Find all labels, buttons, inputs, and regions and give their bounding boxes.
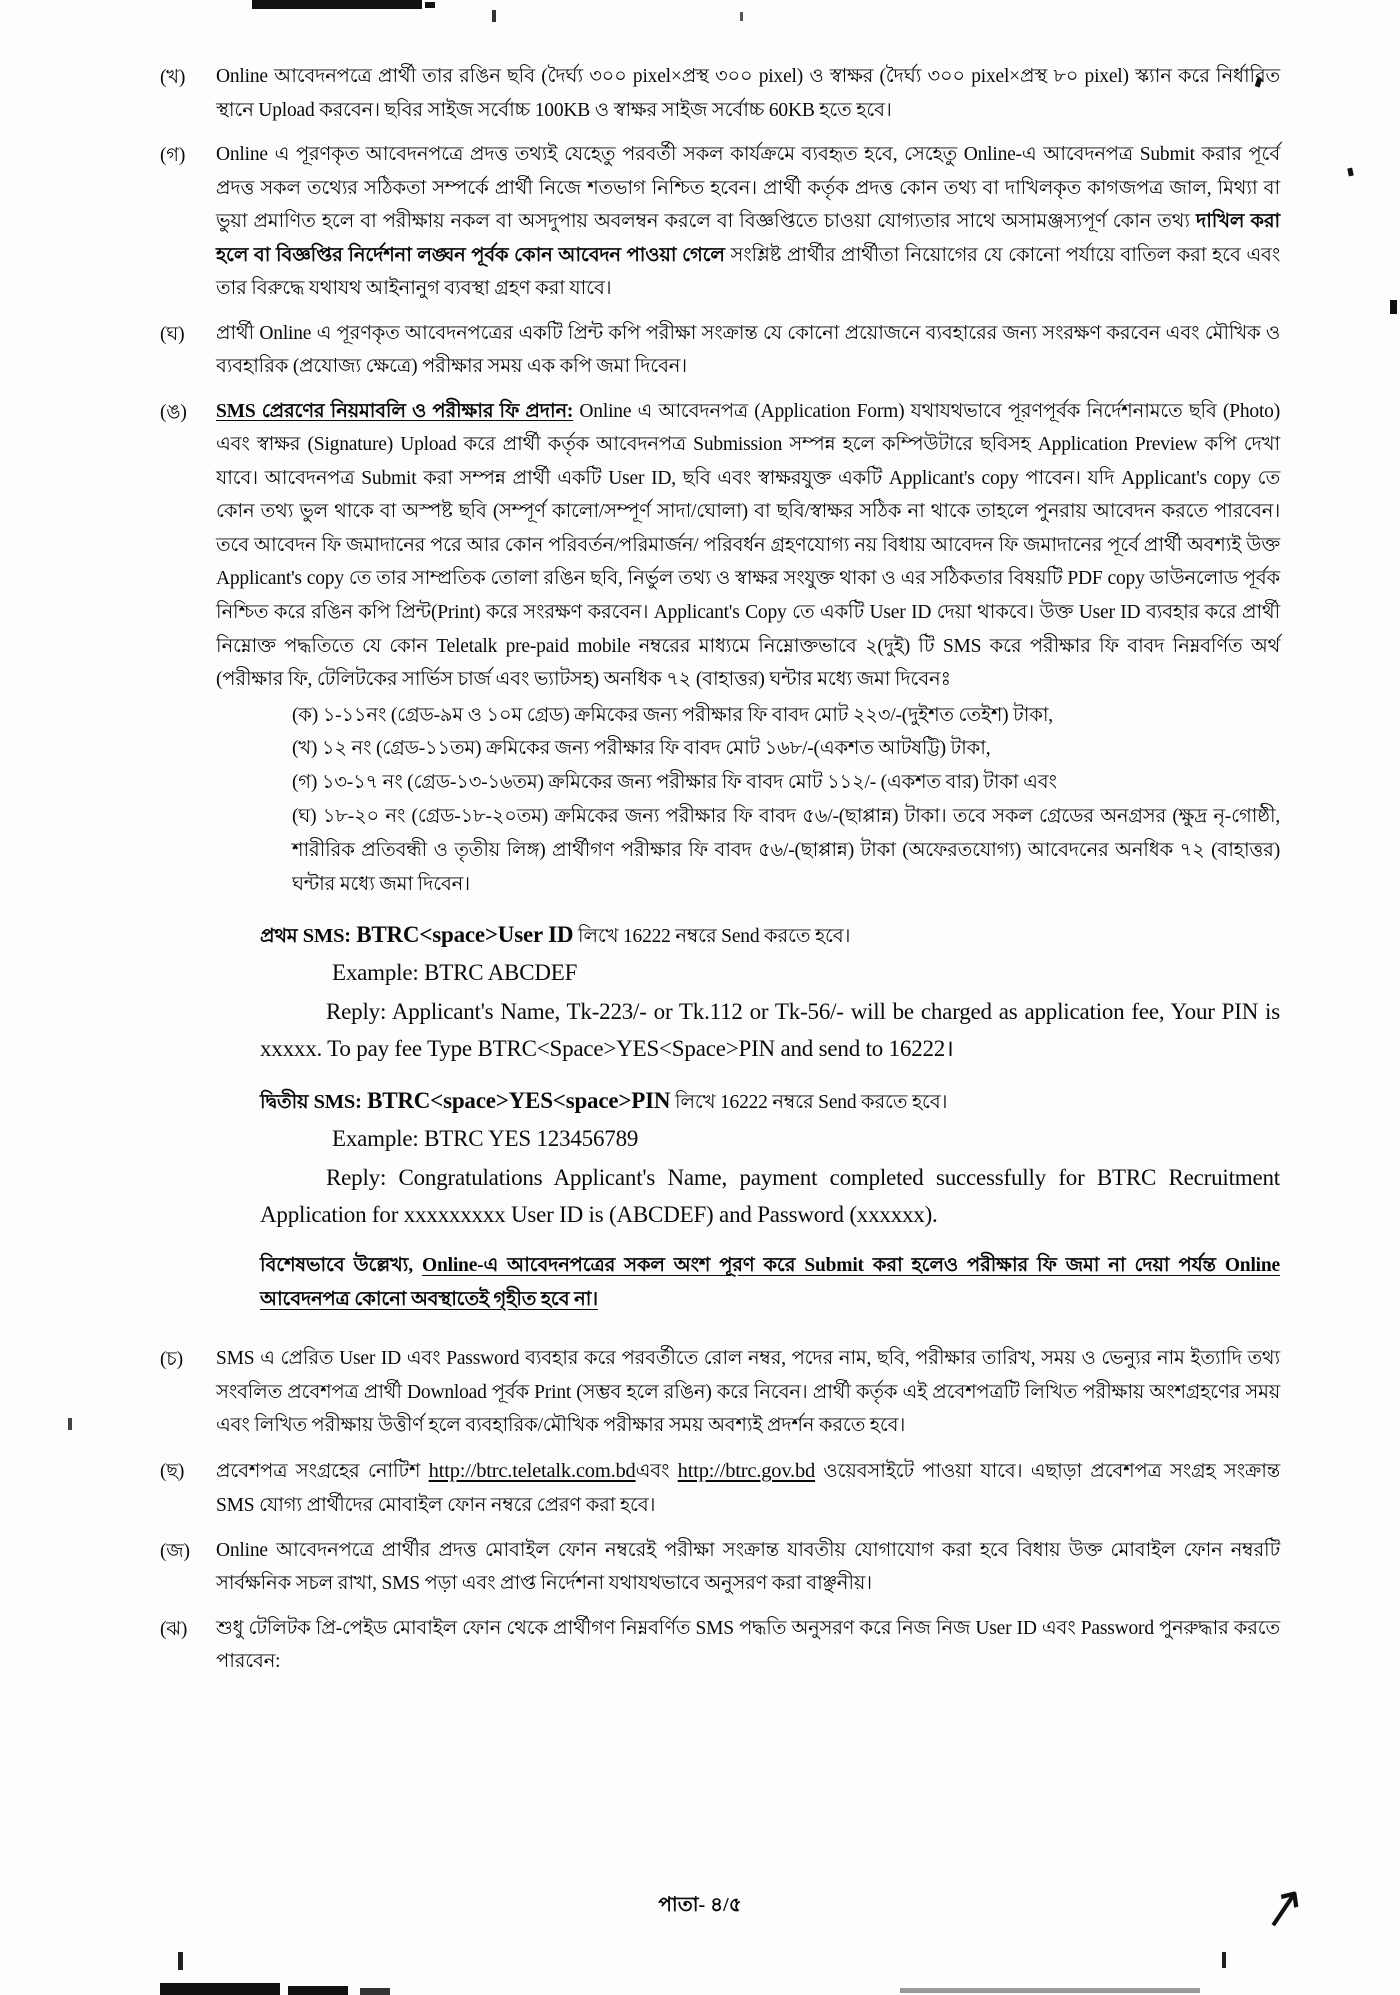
special-notice-underlined: Online-এ আবেদনপত্রের সকল অংশ পূরণ করে Submit করা হলেও পরীক্ষার ফি জমা না দেয়া পর্যন্ত Online আবেদনপত্র কোনো অবস্থাতেই গৃহীত হবে না। [260,1255,1280,1311]
sms-rules-heading: SMS প্রেরণের নিয়মাবলি ও পরীক্ষার ফি প্রদান: [216,400,574,422]
sms-first-example [332,955,1280,992]
clause-marker: (জ) [160,1540,190,1562]
clause-marker: (ঝ) [160,1618,188,1640]
scan-artifact-bottom-bar [288,1986,348,1995]
teletalk-website-link[interactable]: http://btrc.teletalk.com.bd [428,1459,636,1482]
sms-second-command [260,1082,1280,1119]
scan-artifact-bottom-bar [160,1983,280,1995]
sms-first-tail: লিখে 16222 নম্বরে Send করতে হবে। [573,926,851,948]
sms-second-block [260,1082,1280,1234]
clause-text: শুধু টেলিটক প্রি-পেইড মোবাইল ফোন থেকে প্রার্থীগণ নিম্নবর্ণিত SMS পদ্ধতি অনুসরণ করে নিজ নিজ User ID এবং Password পুনরুদ্ধার করতে পারবেন: [216,1617,1280,1673]
clause-admit-card-download [160,1342,1280,1443]
sms-second-example-label: Example: [332,1125,419,1151]
clause-information-accuracy [160,138,1280,306]
special-notice-prefix: বিশেষভাবে উল্লেখ্য, [260,1255,422,1277]
sms-second-code: BTRC<space>YES<space>PIN [367,1087,671,1113]
sms-first-ordinal: প্রথম [260,926,298,948]
clause-text: Online আবেদনপত্রে প্রার্থী তার রঙিন ছবি (দৈর্ঘ্য ৩০০ pixel×প্রস্থ ৩০০ pixel) ও স্বাক্ষর (দৈর্ঘ্য ৩০০ pixel×প্রস্থ ৮০ pixel) স্ক্যান করে নির্ধারিত স্থানে Upload করবেন। ছবির সাইজ সর্বোচ্চ 100KB ও স্বাক্ষর সাইজ সর্বোচ্চ 60KB হতে হবে। [216,66,1280,121]
fee-item: (খ) ১২ নং (গ্রেড-১১তম) ক্রমিকের জন্য পরীক্ষার ফি বাবদ মোট ১৬৮/-(একশত আটষট্টি) টাকা, [292,738,991,760]
clause-text-part1: Online এ পূরণকৃত আবেদনপত্রে প্রদত্ত তথ্যই যেহেতু পরবর্তী সকল কার্যক্রমে ব্যবহৃত হবে, সেহেতু Online-এ আবেদনপত্র Submit করার পূর্বে প্রদত্ত সকল তথ্যের সঠিকতা সম্পর্কে প্রার্থী নিজে শতভাগ নিশ্চিত হবেন। প্রার্থী কর্তৃক প্রদত্ত কোন তথ্য বা দাখিলকৃত কাগজপত্র জাল, মিথ্যা বা ভুয়া প্রমাণিত হলে বা পরীক্ষায় নকল বা অসদুপায় অবলম্বন করলে বা বিজ্ঞপ্তিতে চাওয়া যোগ্যতার সাথে অসামঞ্জস্যপূর্ণ কোন তথ্য [216,144,1280,233]
sms-second-reply-label: Reply: [326,1164,387,1190]
clause-mobile-number-active [160,1534,1280,1601]
clause-photo-signature-upload [160,60,1280,127]
clause-marker: (ছ) [160,1460,185,1482]
sms-second-tail: লিখে 16222 নম্বরে Send করতে হবে। [670,1091,948,1113]
special-notice [260,1249,1280,1317]
sms-second-label: SMS: [313,1090,362,1113]
sms-first-label: SMS: [302,925,351,948]
notice-text-part1: প্রবেশপত্র সংগ্রহের নোটিশ [216,1460,429,1482]
clause-text-emphasis: দাখিল করা হলে বা বিজ্ঞপ্তির নির্দেশনা লঙ্ঘন পূর্বক কোন আবেদন পাওয়া গেলে [216,211,1281,266]
sms-second-example-value: BTRC YES 123456789 [418,1125,639,1151]
clause-text: প্রার্থী Online এ পূরণকৃত আবেদনপত্রের একটি প্রিন্ট কপি পরীক্ষা সংক্রান্ত যে কোনো প্রয়োজনে ব্যবহারের জন্য সংরক্ষণ করবেন এবং মৌখিক ও ব্যবহারিক (প্রযোজ্য ক্ষেত্রে) পরীক্ষার সময় এক কপি জমা দিবেন। [216,322,1280,378]
fee-item: (ঘ) ১৮-২০ নং (গ্রেড-১৮-২০তম) ক্রমিকের জন্য পরীক্ষার ফি বাবদ ৫৬/-(ছাপ্পান্ন) টাকা। তবে সকল গ্রেডের অনগ্রসর (ক্ষুদ্র নৃ-গোষ্ঠী, শারীরিক প্রতিবন্ধী ও তৃতীয় লিঙ্গ) প্রার্থীগণ পরীক্ষার ফি বাবদ ৫৬/-(ছাপ্পান্ন) টাকা (অফেরতযোগ্য) আবেদনের অনধিক ৭২ (বাহাত্তর) ঘন্টার মধ্যে জমা দিবেন। [292,806,1280,896]
sms-first-reply-text: Applicant's Name, Tk-223/- or Tk.112 or Tk-56/- will be charged as application fee, Your PIN is xxxxx. To pay fee Type BTRC<Space>YES<Space>PIN and send to 16222। [260,999,1280,1061]
sms-second-example [332,1121,1280,1158]
clause-text [216,395,1280,1331]
scan-artifact-bottom-tick [1222,1952,1226,1968]
sms-first-code: BTRC<space>User ID [356,922,574,948]
handwritten-signature-mark: ↗ [1258,1874,1309,1943]
clause-marker: (চ) [160,1349,183,1371]
sms-first-reply-label: Reply: [326,999,387,1025]
clause-admit-card-notice-websites [160,1454,1280,1523]
clause-marker: (ঙ) [160,401,187,423]
clause-print-copy-retention [160,317,1280,384]
sms-second-reply-text: Congratulations Applicant's Name, payment completed successfully for BTRC Recruitment Application for xxxxxxxxx User ID is (ABCDEF) and Password (xxxxxx). [260,1164,1280,1227]
fee-item: (গ) ১৩-১৭ নং (গ্রেড-১৩-১৬তম) ক্রমিকের জন্য পরীক্ষার ফি বাবদ মোট ১১২/- (একশত বার) টাকা এবং [292,772,1057,794]
clause-sms-rules-and-fee [160,395,1280,1331]
scan-artifact-bottom-grey-band [900,1988,1200,1993]
scan-artifact-bottom-tick [178,1952,183,1970]
clause-recover-user-id-password [160,1612,1280,1679]
notice-text-mid: এবং [635,1460,678,1482]
clause-marker: (খ) [160,67,186,88]
clause-text [216,138,1280,306]
clause-text-part2: সংশ্লিষ্ট প্রার্থীর প্রার্থীতা নিয়োগের যে কোনো পর্যায়ে বাতিল করা হবে এবং তার বিরুদ্ধে যথাযথ আইনানুগ ব্যবস্থা গ্রহণ করা যাবে। [216,244,1281,300]
clause-text: SMS এ প্রেরিত User ID এবং Password ব্যবহার করে পরবর্তীতে রোল নম্বর, পদের নাম, ছবি, পরীক্ষার তারিখ, সময় ও ভেন্যুর নাম ইত্যাদি তথ্য সংবলিত প্রবেশপত্র প্রার্থী Download পূর্বক Print (সম্ভব হলে রঙিন) করে নিবেন। প্রার্থী কর্তৃক এই প্রবেশপত্রটি লিখিত পরীক্ষায় অংশগ্রহণের সময় এবং লিখিত পরীক্ষায় উত্তীর্ণ হলে ব্যবহারিক/মৌখিক পরীক্ষার সময় অবশ্যই প্রদর্শন করতে হবে। [216,1348,1280,1437]
sms-first-reply [260,994,1280,1068]
sms-first-example-label: Example: [332,960,419,986]
clause-marker: (ঘ) [160,323,185,345]
page-number-footer: পাতা- ৪/৫ [658,1894,742,1916]
fee-item-list [216,699,1280,903]
scan-artifact-bottom-bar [360,1988,390,1995]
fee-item: (ক) ১-১১নং (গ্রেড-৯ম ও ১০ম গ্রেড) ক্রমিকের জন্য পরীক্ষার ফি বাবদ মোট ২২৩/-(দুইশত তেইশ) টাকা, [292,704,1053,726]
sms-rules-body: Online এ আবেদনপত্র (Application Form) যথাযথভাবে পূরণপূর্বক নির্দেশনামতে ছবি (Photo) এবং স্বাক্ষর (Signature) Upload করে প্রার্থী কর্তৃক আবেদনপত্র Submission সম্পন্ন হলে কম্পিউটারে ছবিসহ Application Preview কপি দেখা যাবে। আবেদনপত্র Submit করা সম্পন্ন প্রার্থী একটি User ID, ছবি এবং স্বাক্ষরযুক্ত একটি Applicant's copy পাবেন। যদি Applicant's copy তে কোন তথ্য ভুল থাকে বা অস্পষ্ট ছবি (সম্পূর্ণ কালো/সম্পূর্ণ সাদা/ঘোলা) বা ছবি/স্বাক্ষর সঠিক না থাকে তাহলে পুনরায় আবেদন করতে পারবেন। তবে আবেদন ফি জমাদানের পরে আর কোন পরিবর্তন/পরিমার্জন/ পরিবর্ধন গ্রহণযোগ্য নয় বিধায় আবেদন ফি জমাদানের পূর্বে প্রার্থী অবশ্যই উক্ত Applicant's copy তে তার সাম্প্রতিক তোলা রঙিন ছবি, নির্ভুল তথ্য ও স্বাক্ষর সংযুক্ত থাকা ও এর সঠিকতার বিষয়টি PDF copy ডাউনলোড পূর্বক নিশ্চিত করে রঙিন কপি প্রিন্ট(Print) করে সংরক্ষণ করবেন। Applicant's Copy তে একটি User ID দেয়া থাকবে। উক্ত User ID ব্যবহার করে প্রার্থী নিম্নোক্ত পদ্ধতিতে যে কোন Teletalk pre-paid mobile নম্বরের মাধ্যমে নিম্নোক্তভাবে ২(দুই) টি SMS করে পরীক্ষার ফি বাবদ নিম্নবর্ণিত অর্থ (পরীক্ষার ফি, টেলিটকের সার্ভিস চার্জ এবং ভ্যাটসহ) অনধিক ৭২ (বাহাত্তর) ঘন্টার মধ্যে জমা দিবেনঃ [216,400,1280,691]
btrc-website-link[interactable]: http://btrc.gov.bd [677,1459,816,1482]
sms-first-command [260,916,1280,953]
notice-text-part2: ওয়েবসাইটে পাওয়া যাবে। এছাড়া প্রবেশপত্র সংগ্রহ সংক্রান্ত SMS যোগ্য প্রার্থীদের মোবাইল ফোন নম্বরে প্রেরণ করা হবে। [216,1460,1280,1517]
sms-first-block [260,916,1280,1068]
sms-second-reply [260,1160,1280,1234]
clause-text [216,1454,1280,1523]
clause-marker: (গ) [160,145,186,167]
sms-first-example-value: BTRC ABCDEF [418,960,578,986]
sms-second-ordinal: দ্বিতীয় [260,1091,309,1113]
clause-text: Online আবেদনপত্রে প্রার্থীর প্রদত্ত মোবাইল ফোন নম্বরেই পরীক্ষা সংক্রান্ত যাবতীয় যোগাযোগ করা হবে বিধায় উক্ত মোবাইল ফোন নম্বরটি সার্বক্ষনিক সচল রাখা, SMS পড়া এবং প্রাপ্ত নির্দেশনা যথাযথভাবে অনুসরণ করা বাঞ্ছনীয়। [216,1539,1280,1595]
